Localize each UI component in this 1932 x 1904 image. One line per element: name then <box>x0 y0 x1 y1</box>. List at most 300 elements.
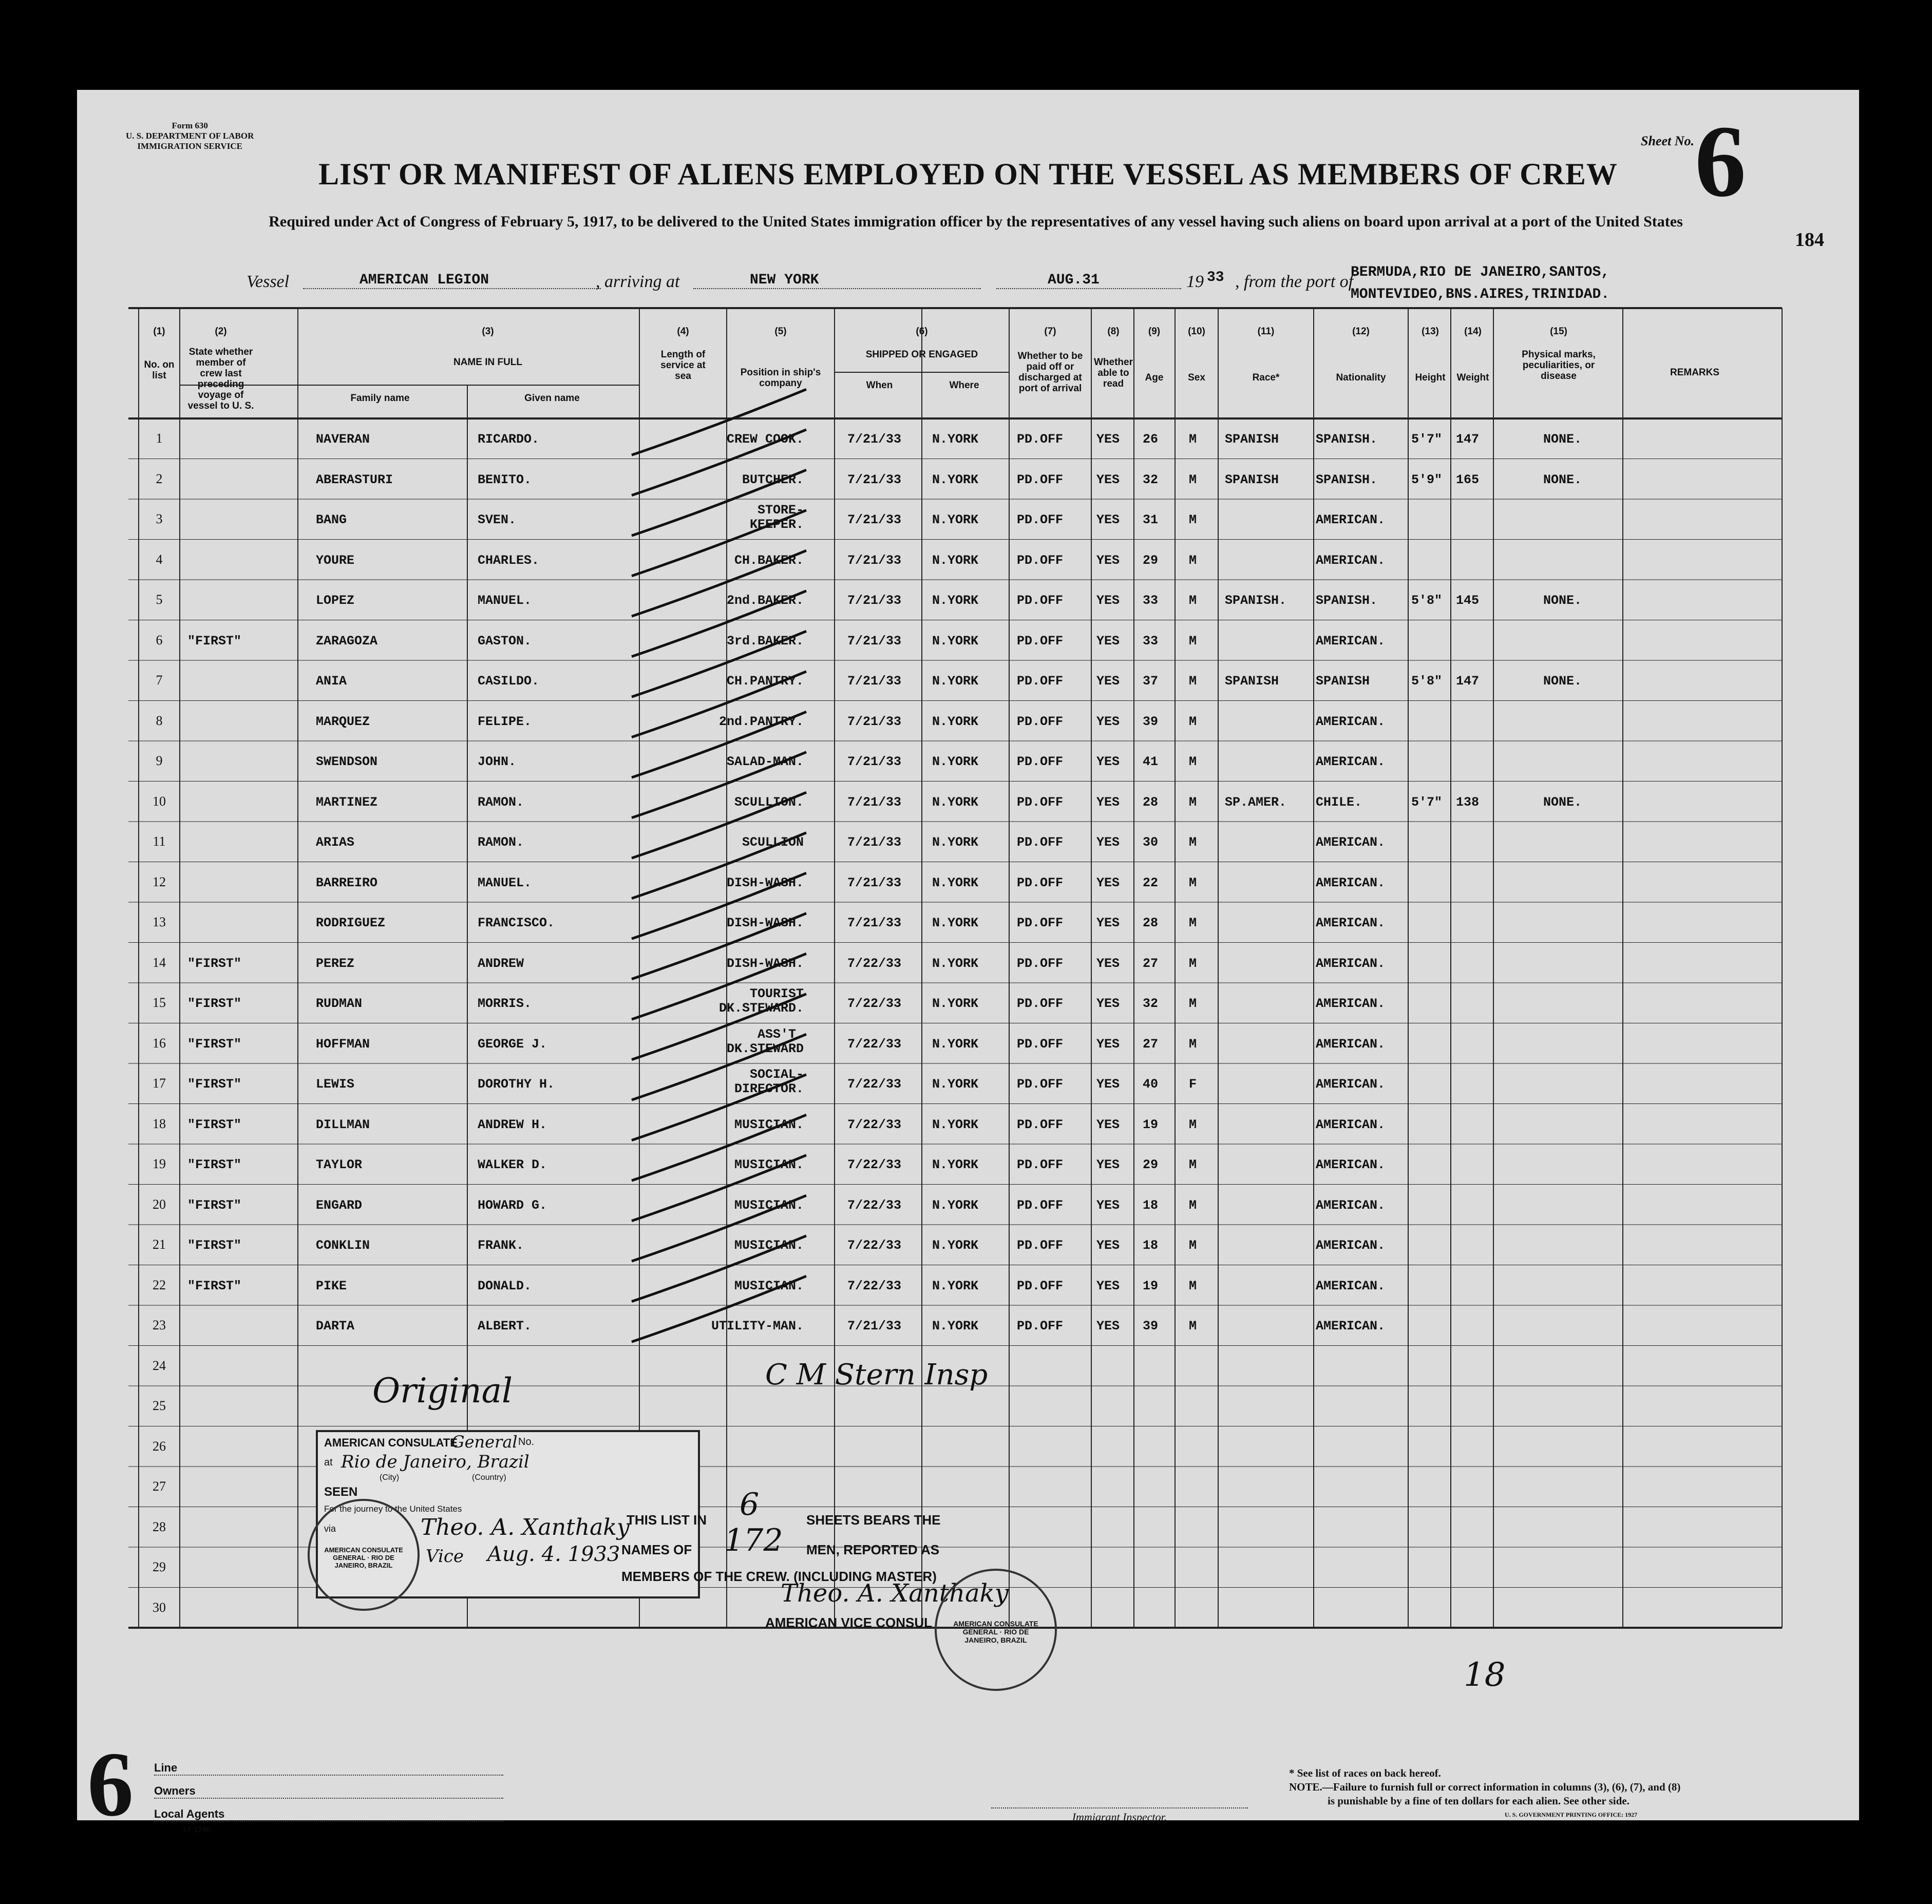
cell-weight: 145 <box>1456 593 1480 608</box>
col13-number: (13) <box>1422 326 1439 337</box>
cell-prev: "FIRST" <box>187 1077 242 1092</box>
cell-sex: M <box>1189 553 1197 568</box>
cell-given: MANUEL. <box>478 593 532 608</box>
original-handwritten-note: Original <box>372 1371 513 1411</box>
cell-sex: M <box>1189 593 1197 608</box>
col2-number: (2) <box>215 326 227 337</box>
strike-mark <box>632 1034 806 1100</box>
cell-read: YES <box>1096 1319 1120 1334</box>
cell-age: 29 <box>1143 1157 1159 1172</box>
cell-nationality: AMERICAN. <box>1316 754 1386 769</box>
row-number: 4 <box>156 551 163 567</box>
col3-number: (3) <box>482 326 494 337</box>
cell-nationality: AMERICAN. <box>1316 1036 1386 1052</box>
cell-prev: "FIRST" <box>187 1197 242 1213</box>
col12-number: (12) <box>1352 326 1370 337</box>
cell-when: 7/21/33 <box>847 512 902 527</box>
col8-header: Whether able to read <box>1094 357 1133 389</box>
cell-position: CH.BAKER. <box>734 553 804 568</box>
cell-age: 27 <box>1143 1036 1159 1052</box>
cert-members: MEMBERS OF THE CREW. (INCLUDING MASTER) <box>621 1569 937 1584</box>
cell-position: DISH-WASH. <box>726 875 804 890</box>
cell-sex: M <box>1189 674 1197 689</box>
cell-paid: PD.OFF <box>1017 996 1064 1011</box>
cell-nationality: AMERICAN. <box>1316 875 1386 890</box>
cell-when: 7/22/33 <box>847 1278 902 1293</box>
row-number: 15 <box>153 995 166 1010</box>
cell-age: 40 <box>1143 1077 1159 1092</box>
cert-names-of: NAMES OF <box>621 1542 692 1557</box>
col3-given-header: Given name <box>524 393 580 404</box>
cell-family: LEWIS <box>316 1077 355 1092</box>
cell-when: 7/22/33 <box>847 996 902 1011</box>
cell-age: 19 <box>1143 1117 1159 1132</box>
cell-when: 7/21/33 <box>847 794 902 810</box>
cell-position: SOCIAL- DIRECTOR. <box>734 1067 804 1096</box>
cell-sex: M <box>1189 754 1197 769</box>
row-number: 27 <box>153 1479 166 1494</box>
cell-paid: PD.OFF <box>1017 794 1064 810</box>
col9-number: (9) <box>1148 326 1161 337</box>
cell-read: YES <box>1096 754 1120 769</box>
cell-read: YES <box>1096 512 1120 527</box>
cell-nationality: AMERICAN. <box>1316 1197 1386 1213</box>
cell-age: 39 <box>1143 1319 1159 1334</box>
row-number: 18 <box>153 1116 166 1131</box>
cell-given: DONALD. <box>478 1278 532 1293</box>
cell-given: WALKER D. <box>478 1157 547 1172</box>
col2-header: State whether member of crew last preceding voyage of vessel to U. S. <box>187 347 254 411</box>
cell-nationality: AMERICAN. <box>1316 1117 1386 1132</box>
cell-where: N.YORK <box>932 916 979 930</box>
cell-when: 7/21/33 <box>847 916 902 930</box>
cert-consul-signature: Theo. A. Xanthaky <box>781 1579 1009 1608</box>
row-number: 23 <box>153 1318 166 1332</box>
strike-mark <box>632 792 806 858</box>
arrival-port: NEW YORK <box>693 272 981 289</box>
col9-header: Age <box>1145 372 1164 383</box>
cell-paid: PD.OFF <box>1017 633 1064 649</box>
cell-given: JOHN. <box>478 754 517 769</box>
strike-mark <box>632 430 806 496</box>
cell-when: 7/22/33 <box>847 1238 902 1253</box>
col10-number: (10) <box>1188 326 1205 337</box>
cell-read: YES <box>1096 1238 1120 1253</box>
cell-position: CREW COOK. <box>726 432 804 447</box>
cell-position: SALAD-MAN. <box>726 754 804 769</box>
cell-family: ENGARD <box>316 1197 363 1213</box>
cell-read: YES <box>1096 1197 1120 1213</box>
strike-mark <box>632 591 806 657</box>
cell-given: ALBERT. <box>478 1319 532 1334</box>
cell-family: PIKE <box>316 1278 347 1293</box>
cell-sex: M <box>1189 633 1197 649</box>
cell-height: 5'8" <box>1411 593 1443 608</box>
cell-nationality: AMERICAN. <box>1316 835 1386 850</box>
strike-mark <box>632 1195 806 1261</box>
cell-where: N.YORK <box>932 593 979 608</box>
cell-prev: "FIRST" <box>187 1157 242 1172</box>
cell-position: BUTCHER. <box>742 472 804 487</box>
strike-mark <box>632 1075 806 1140</box>
cell-read: YES <box>1096 916 1120 930</box>
strike-mark <box>632 994 806 1060</box>
strike-mark <box>632 873 806 939</box>
cell-nationality: SPANISH <box>1316 674 1370 689</box>
cell-position: MUSICIAN. <box>734 1117 804 1132</box>
cell-paid: PD.OFF <box>1017 875 1064 890</box>
cell-when: 7/21/33 <box>847 714 902 729</box>
cell-given: GEORGE J. <box>478 1036 547 1052</box>
col8-number: (8) <box>1107 326 1120 337</box>
cell-where: N.YORK <box>932 1319 979 1334</box>
col5-number: (5) <box>774 326 787 337</box>
cell-nationality: AMERICAN. <box>1316 996 1386 1011</box>
footer-line-label: Line <box>154 1761 503 1776</box>
cell-read: YES <box>1096 794 1120 810</box>
from-port-label: , from the port of <box>1235 272 1354 291</box>
cell-given: GASTON. <box>478 633 532 649</box>
col10-header: Sex <box>1188 372 1205 383</box>
cell-age: 30 <box>1143 835 1159 850</box>
cell-nationality: AMERICAN. <box>1316 916 1386 930</box>
cell-sex: M <box>1189 1197 1197 1213</box>
cell-given: CHARLES. <box>478 553 540 568</box>
cell-read: YES <box>1096 956 1120 971</box>
col11-header: Race* <box>1252 372 1280 383</box>
stamp-signature-hand: Theo. A. Xanthaky <box>421 1514 630 1540</box>
cell-given: HOWARD G. <box>478 1197 547 1213</box>
cell-family: ABERASTURI <box>316 472 393 487</box>
strike-mark <box>632 833 806 899</box>
service-name: IMMIGRATION SERVICE <box>137 141 242 151</box>
cell-where: N.YORK <box>932 714 979 729</box>
cell-read: YES <box>1096 674 1120 689</box>
cell-where: N.YORK <box>932 1157 979 1172</box>
cell-when: 7/22/33 <box>847 1157 902 1172</box>
cell-when: 7/21/33 <box>847 674 902 689</box>
cell-where: N.YORK <box>932 996 979 1011</box>
cell-age: 29 <box>1143 553 1159 568</box>
col6-header: SHIPPED OR ENGAGED <box>865 349 978 360</box>
cell-position: 2nd.PANTRY. <box>718 714 804 729</box>
row-number: 13 <box>153 915 166 929</box>
row-number: 9 <box>156 753 163 768</box>
stamp-city-label: (City) <box>380 1473 400 1482</box>
cell-paid: PD.OFF <box>1017 1278 1064 1293</box>
cell-paid: PD.OFF <box>1017 512 1064 527</box>
cell-sex: M <box>1189 794 1197 810</box>
cell-sex: M <box>1189 714 1197 729</box>
cell-position: DISH-WASH. <box>726 916 804 930</box>
handwritten-count: 18 <box>1464 1656 1506 1694</box>
col3-header: NAME IN FULL <box>453 357 523 368</box>
cell-paid: PD.OFF <box>1017 593 1064 608</box>
cell-paid: PD.OFF <box>1017 1077 1064 1092</box>
cell-when: 7/21/33 <box>847 432 902 447</box>
cell-where: N.YORK <box>932 1238 979 1253</box>
row-number: 28 <box>153 1519 166 1534</box>
stamp-seen: SEEN <box>324 1485 358 1499</box>
cell-sex: M <box>1189 1036 1197 1052</box>
cert-men-reported: MEN, REPORTED AS <box>806 1542 940 1557</box>
remarks-header: REMARKS <box>1670 367 1720 378</box>
cell-read: YES <box>1096 1036 1120 1052</box>
cell-where: N.YORK <box>932 674 979 689</box>
cell-sex: M <box>1189 916 1197 930</box>
printing-office: U. S. GOVERNMENT PRINTING OFFICE: 1927 <box>1505 1811 1638 1818</box>
stamp-consulate-line: AMERICAN CONSULATE <box>324 1436 458 1449</box>
stamp-city-hand: Rio de Janeiro, Brazil <box>341 1452 529 1472</box>
cell-weight: 138 <box>1456 794 1480 810</box>
cell-position: 3rd.BAKER. <box>726 633 804 649</box>
stamp-via: via <box>324 1524 336 1534</box>
col15-header: Physical marks, peculiarities, or disease <box>1522 349 1596 382</box>
cell-when: 7/22/33 <box>847 1197 902 1213</box>
row-number: 19 <box>153 1156 166 1171</box>
cell-height: 5'7" <box>1411 432 1443 447</box>
cell-read: YES <box>1096 1157 1120 1172</box>
cell-paid: PD.OFF <box>1017 1238 1064 1253</box>
cell-paid: PD.OFF <box>1017 1197 1064 1213</box>
strike-mark <box>632 1155 806 1221</box>
cell-read: YES <box>1096 553 1120 568</box>
row-number: 7 <box>156 673 163 688</box>
cell-nationality: AMERICAN. <box>1316 1157 1386 1172</box>
cell-when: 7/21/33 <box>847 593 902 608</box>
consulate-seal-right <box>935 1569 1057 1691</box>
col14-number: (14) <box>1464 326 1482 337</box>
row-number: 2 <box>156 471 163 486</box>
strike-mark <box>632 510 806 576</box>
cell-given: BENITO. <box>478 472 532 487</box>
cell-family: MARTINEZ <box>316 794 378 810</box>
row-number: 29 <box>153 1559 166 1574</box>
footer-form-code: 14-1240 <box>182 1825 211 1834</box>
arrival-year: 33 <box>1207 270 1224 285</box>
row-number: 8 <box>156 713 163 728</box>
cell-position: DISH-WASH. <box>726 956 804 971</box>
cell-age: 33 <box>1143 593 1159 608</box>
cell-paid: PD.OFF <box>1017 1319 1064 1334</box>
cell-read: YES <box>1096 432 1120 447</box>
cell-position: MUSICIAN. <box>734 1157 804 1172</box>
cell-age: 32 <box>1143 472 1159 487</box>
col7-header: Whether to be paid off or discharged at port of arrival <box>1017 351 1083 394</box>
col7-number: (7) <box>1044 326 1056 337</box>
cell-family: HOFFMAN <box>316 1036 370 1052</box>
cell-family: RUDMAN <box>316 996 363 1011</box>
cell-where: N.YORK <box>932 1197 979 1213</box>
cell-given: FRANCISCO. <box>478 916 555 930</box>
col3-family-header: Family name <box>350 393 410 404</box>
col14-header: Weight <box>1456 372 1489 383</box>
cell-prev: "FIRST" <box>187 1238 242 1253</box>
cell-sex: M <box>1189 512 1197 527</box>
cell-marks: NONE. <box>1543 593 1582 608</box>
cell-where: N.YORK <box>932 1077 979 1092</box>
cell-where: N.YORK <box>932 1278 979 1293</box>
strike-mark <box>632 1115 806 1181</box>
stamp-date-hand: Aug. 4. 1933 <box>487 1543 620 1566</box>
strike-mark <box>632 631 806 697</box>
cell-when: 7/22/33 <box>847 1117 902 1132</box>
cell-when: 7/21/33 <box>847 553 902 568</box>
cell-where: N.YORK <box>932 956 979 971</box>
row-number: 22 <box>153 1277 166 1292</box>
cell-nationality: AMERICAN. <box>1316 553 1386 568</box>
cell-weight: 165 <box>1456 472 1480 487</box>
strike-mark <box>632 389 806 455</box>
cell-when: 7/22/33 <box>847 1077 902 1092</box>
stamp-journey: For the journey to the United States <box>324 1504 462 1514</box>
cell-age: 18 <box>1143 1238 1159 1253</box>
stamp-general-hand: General <box>451 1432 518 1452</box>
sheet-number: 6 <box>1695 105 1746 218</box>
cell-marks: NONE. <box>1543 472 1582 487</box>
footer-sheet-number: 6 <box>87 1733 134 1835</box>
seal-left-text: AMERICAN CONSULATE GENERAL · RIO DE JANEIRO, BRAZIL <box>324 1546 403 1569</box>
cell-sex: M <box>1189 875 1197 890</box>
strike-mark <box>632 913 806 979</box>
row-number: 1 <box>156 431 163 446</box>
cell-race: SP.AMER. <box>1225 794 1287 810</box>
page-number: 184 <box>1795 229 1824 251</box>
cell-when: 7/22/33 <box>847 956 902 971</box>
col6-where-header: Where <box>949 380 979 391</box>
form-number: Form 630 <box>172 121 208 130</box>
cell-paid: PD.OFF <box>1017 916 1064 930</box>
cell-where: N.YORK <box>932 1036 979 1052</box>
year-prefix: 19 <box>1186 272 1204 291</box>
arrival-date: AUG.31 <box>996 272 1181 289</box>
cell-nationality: AMERICAN. <box>1316 1077 1386 1092</box>
cell-given: DOROTHY H. <box>478 1077 555 1092</box>
manifest-sheet <box>77 90 1859 1835</box>
stamp-at-label: at <box>324 1457 333 1468</box>
cell-height: 5'7" <box>1411 794 1443 810</box>
cell-read: YES <box>1096 996 1120 1011</box>
cell-paid: PD.OFF <box>1017 1157 1064 1172</box>
cell-position: UTILITY-MAN. <box>711 1319 804 1334</box>
immigrant-inspector-label: Immigrant Inspector. <box>991 1807 1248 1824</box>
cert-men-count: 172 <box>724 1522 783 1558</box>
cell-marks: NONE. <box>1543 674 1582 689</box>
cell-position: MUSICIAN. <box>734 1197 804 1213</box>
cell-given: RICARDO. <box>478 432 540 447</box>
cell-position: CH.PANTRY. <box>726 674 804 689</box>
cell-position: MUSICIAN. <box>734 1278 804 1293</box>
cell-family: DARTA <box>316 1319 355 1334</box>
departure-ports-line-1: BERMUDA,RIO DE JANEIRO,SANTOS, <box>1351 264 1610 280</box>
cell-nationality: CHILE. <box>1316 794 1362 810</box>
cell-nationality: AMERICAN. <box>1316 633 1386 649</box>
cell-when: 7/21/33 <box>847 835 902 850</box>
cell-age: 31 <box>1143 512 1159 527</box>
col15-number: (15) <box>1550 326 1567 337</box>
cell-when: 7/22/33 <box>847 1036 902 1052</box>
cert-sheets-bears: SHEETS BEARS THE <box>806 1512 941 1528</box>
cell-family: ARIAS <box>316 835 355 850</box>
department-name: U. S. DEPARTMENT OF LABOR <box>126 131 254 141</box>
cell-family: NAVERAN <box>316 432 370 447</box>
cell-age: 19 <box>1143 1278 1159 1293</box>
cell-family: RODRIGUEZ <box>316 916 386 930</box>
cell-nationality: AMERICAN. <box>1316 512 1386 527</box>
footer-owners-label: Owners <box>154 1784 503 1799</box>
cell-paid: PD.OFF <box>1017 553 1064 568</box>
cell-family: CONKLIN <box>316 1238 370 1253</box>
cell-given: MORRIS. <box>478 996 532 1011</box>
row-number: 17 <box>153 1076 166 1091</box>
cell-nationality: AMERICAN. <box>1316 1238 1386 1253</box>
cell-age: 18 <box>1143 1197 1159 1213</box>
cell-nationality: AMERICAN. <box>1316 956 1386 971</box>
cell-sex: M <box>1189 1117 1197 1132</box>
cell-position: MUSICIAN. <box>734 1238 804 1253</box>
cell-paid: PD.OFF <box>1017 1117 1064 1132</box>
row-number: 11 <box>153 834 166 849</box>
cell-given: RAMON. <box>478 835 524 850</box>
cell-given: FELIPE. <box>478 714 532 729</box>
cell-where: N.YORK <box>932 512 979 527</box>
cell-age: 27 <box>1143 956 1159 971</box>
cell-race: SPANISH. <box>1225 593 1287 608</box>
cell-read: YES <box>1096 1278 1120 1293</box>
row-number: 24 <box>153 1358 166 1373</box>
col11-number: (11) <box>1257 326 1275 337</box>
cell-paid: PD.OFF <box>1017 956 1064 971</box>
document-title: LIST OR MANIFEST OF ALIENS EMPLOYED ON THE VESSEL AS MEMBERS OF CREW <box>318 157 1618 191</box>
row-number: 5 <box>156 592 163 607</box>
cell-position: SCULLION <box>742 835 804 850</box>
seal-right-text: AMERICAN CONSULATE GENERAL · RIO DE JANEIRO, BRAZIL <box>953 1620 1038 1644</box>
cell-position: 2nd.BAKER. <box>726 593 804 608</box>
cell-height: 5'9" <box>1411 472 1443 487</box>
stamp-no-label: No. <box>518 1436 535 1448</box>
cell-paid: PD.OFF <box>1017 472 1064 487</box>
cell-family: DILLMAN <box>316 1117 370 1132</box>
sheet-label: Sheet No. <box>1641 134 1694 148</box>
row-number: 30 <box>153 1600 166 1615</box>
cell-prev: "FIRST" <box>187 1117 242 1132</box>
arriving-label: , arriving at <box>596 272 680 291</box>
stamp-vice-hand: Vice <box>426 1546 464 1567</box>
cell-family: YOURE <box>316 553 355 568</box>
cell-paid: PD.OFF <box>1017 754 1064 769</box>
col13-header: Height <box>1415 372 1446 383</box>
inspector-signature: C M Stern Insp <box>765 1358 988 1392</box>
row-number: 21 <box>153 1237 166 1252</box>
cell-prev: "FIRST" <box>187 956 242 971</box>
cell-age: 22 <box>1143 875 1159 890</box>
cell-paid: PD.OFF <box>1017 835 1064 850</box>
cell-age: 37 <box>1143 674 1159 689</box>
cert-sheets-count: 6 <box>740 1487 760 1522</box>
cell-age: 41 <box>1143 754 1159 769</box>
cell-family: LOPEZ <box>316 593 355 608</box>
row-number: 6 <box>156 632 163 648</box>
cell-prev: "FIRST" <box>187 1278 242 1293</box>
cell-given: SVEN. <box>478 512 517 527</box>
cell-nationality: SPANISH. <box>1316 432 1378 447</box>
cell-position: SCULLION. <box>734 794 804 810</box>
cell-read: YES <box>1096 875 1120 890</box>
cell-where: N.YORK <box>932 472 979 487</box>
cell-where: N.YORK <box>932 633 979 649</box>
cell-when: 7/21/33 <box>847 1319 902 1334</box>
cell-weight: 147 <box>1456 674 1480 689</box>
